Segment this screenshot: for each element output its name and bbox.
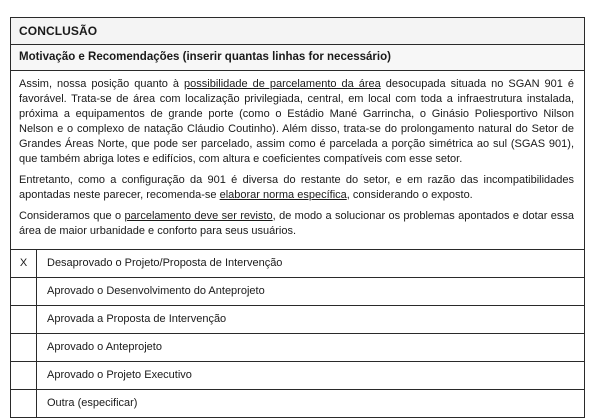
option-checkbox[interactable]: X <box>11 250 37 277</box>
option-row-other <box>11 390 584 417</box>
option-label: Aprovado o Desenvolvimento do Anteprojeto <box>47 285 265 297</box>
option-label: Aprovado o Projeto Executivo <box>47 369 192 381</box>
subsection-title: Motivação e Recomendações (inserir quantas linhas for necessário) <box>11 45 584 71</box>
option-checkbox[interactable] <box>11 362 37 389</box>
paragraph-1 <box>19 77 574 167</box>
paragraph-2-underline: elaborar norma específica <box>219 189 347 201</box>
option-row-preliminary-approved <box>11 334 584 362</box>
option-row-proposal-approved <box>11 306 584 334</box>
conclusion-form <box>10 17 585 418</box>
option-checkbox[interactable] <box>11 390 37 417</box>
paragraph-1-text-b: desocupada situada no SGAN 901 é favorável. Trata-se de área com localização privilegiada, central, em local com toda a infraestrutura instalada, próxima a equipamentos de grande porte (como o Estádio Mané Garrincha, o Ginásio Poliesportivo Nilson Nelson e o complexo de natação Cláudio Coutinho). Além disso, trata-se do prolongamento natural do Setor de Grandes Áreas Norte, que pode ser parcelado, assim como é parcelada a porção simétrica ao sul (SGAS 901), que também abriga lotes e edifícios, com altura e coeficientes compatíveis com esse setor. <box>19 78 574 165</box>
paragraph-2 <box>19 173 574 203</box>
paragraph-3-text-b: , de modo a solucionar os problemas apontados e dotar essa área de maior urbanidade e conforto para seus usuários. <box>19 210 574 237</box>
paragraph-3-text-a: Consideramos que o <box>19 210 125 222</box>
paragraph-2-text-a: Entretanto, como a configuração da 901 é diversa do restante do setor, e em razão das incompatibilidades apontadas neste parecer, recomenda-se <box>19 174 574 201</box>
option-checkbox[interactable] <box>11 278 37 305</box>
paragraph-1-text-a: Assim, nossa posição quanto à <box>19 78 185 90</box>
option-row-development-approved <box>11 278 584 306</box>
option-checkbox[interactable] <box>11 306 37 333</box>
option-label: Aprovada a Proposta de Intervenção <box>47 313 227 325</box>
recommendation-text <box>11 71 584 250</box>
option-label: Desaprovado o Projeto/Proposta de Intervenção <box>47 257 283 269</box>
paragraph-3 <box>19 209 574 239</box>
paragraph-1-underline: possibilidade de parcelamento da área <box>184 78 381 90</box>
paragraph-3-underline: parcelamento deve ser revisto <box>124 210 273 222</box>
option-checkbox[interactable] <box>11 334 37 361</box>
option-label: Outra (especificar) <box>47 397 138 409</box>
paragraph-2-text-b: , considerando o exposto. <box>346 189 473 201</box>
option-row-executive-approved <box>11 362 584 390</box>
option-row-disapproved <box>11 250 584 278</box>
option-label: Aprovado o Anteprojeto <box>47 341 162 353</box>
section-title: CONCLUSÃO <box>11 18 584 45</box>
